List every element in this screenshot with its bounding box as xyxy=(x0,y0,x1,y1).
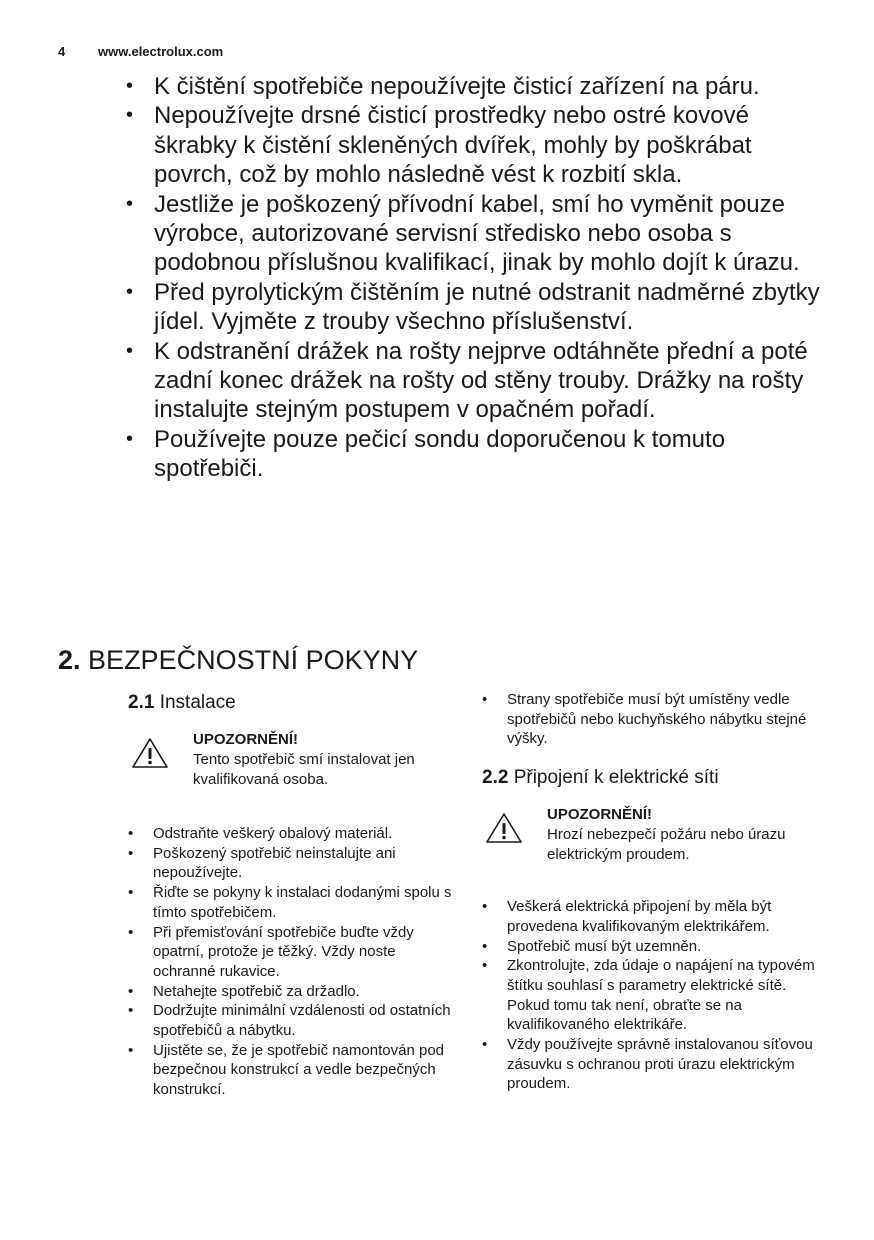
list-item: • Řiďte se pokyny k instalaci dodanými spolu s tímto spotřebičem. xyxy=(128,884,452,921)
warning-text: Tento spotřebič smí instalovat jen kvalifikovaná osoba. xyxy=(193,751,415,788)
bullet: • xyxy=(128,1002,134,1020)
installation-bullet-list xyxy=(128,824,458,1100)
list-item: • Nepoužívejte drsné čisticí prostředky nebo ostré kovové škrabky k čistění skleněných dvířek, mohly by poškrábat povrch, což by mohlo následně vést k rozbití skla. xyxy=(126,102,752,189)
list-item: • Poškozený spotřebič neinstalujte ani nepoužívejte. xyxy=(128,844,396,882)
warning-icon xyxy=(484,811,524,845)
bullet: • xyxy=(126,339,134,362)
list-item: • Ujistěte se, že je spotřebič namontován pod bezpečnou konstrukcí a vedle bezpečných konstrukcí. xyxy=(128,1041,444,1099)
list-item: • Jestliže je poškozený přívodní kabel, smí ho vyměnit pouze výrobce, autorizované servisní středisko nebo osoba s podobnou příslušnou kvalifikací, jinak by mohlo dojít k úrazu. xyxy=(126,190,800,277)
warning-box xyxy=(128,730,458,800)
bullet: • xyxy=(128,1041,134,1059)
list-item: • Zkontrolujte, zda údaje o napájení na typovém štítku souhlasí s parametry elektrické sítě. Pokud tomu tak není, obraťte se na kvalifikovaného elektrikáře. xyxy=(482,957,815,1034)
bullet: • xyxy=(126,104,134,127)
list-item: • Vždy používejte správně instalovanou síťovou zásuvku s ochranou proti úrazu elektrickým proudem. xyxy=(482,1036,813,1093)
subsection-title-electrical xyxy=(482,765,822,791)
subsection-title-installation xyxy=(128,690,458,716)
page-number: 4 xyxy=(58,44,66,59)
bullet: • xyxy=(128,982,134,1000)
warning-title: UPOZORNĚNÍ! xyxy=(193,731,298,748)
bullet: • xyxy=(128,923,134,941)
list-item: • Před pyrolytickým čištěním je nutné odstranit nadměrné zbytky jídel. Vyjměte z trouby všechno příslušenství. xyxy=(126,278,820,336)
section-title-text: BEZPEČNOSTNÍ POKYNY xyxy=(88,645,419,675)
list-item: • Veškerá elektrická připojení by měla být provedena kvalifikovaným elektrikářem. xyxy=(482,898,772,935)
list-item: • Dodržujte minimální vzdálenosti od ostatních spotřebičů a nábytku. xyxy=(128,1002,451,1040)
bullet: • xyxy=(126,192,134,215)
bullet: • xyxy=(482,691,488,708)
bullet: • xyxy=(126,280,134,303)
subsection-title-text: Instalace xyxy=(159,692,236,713)
left-column xyxy=(128,690,458,1100)
warning-title: UPOZORNĚNÍ! xyxy=(547,806,652,824)
placement-bullet-list xyxy=(482,690,822,749)
bullet: • xyxy=(482,898,488,916)
bullet: • xyxy=(482,1036,488,1054)
bullet: • xyxy=(126,75,134,97)
list-item: • Odstraňte veškerý obalový materiál. xyxy=(128,825,393,842)
list-item: • K odstranění drážek na rošty nejprve odtáhněte přední a poté zadní konec drážek na rošty od stěny trouby. Drážky na rošty instalujte stejným postupem v opačném pořadí. xyxy=(126,337,808,424)
warning-box xyxy=(482,805,822,875)
bullet: • xyxy=(128,825,134,842)
subsection-number: 2.2 xyxy=(482,767,509,789)
bullet: • xyxy=(128,844,134,862)
warning-text: Hrozí nebezpečí požáru nebo úrazu elektrickým proudem. xyxy=(547,826,786,864)
subsection-number: 2.1 xyxy=(128,692,155,713)
bullet: • xyxy=(482,957,488,975)
top-bullet-list xyxy=(126,72,826,484)
list-item: • Používejte pouze pečicí sondu doporučenou k tomuto spotřebiči. xyxy=(126,425,726,483)
section-number: 2. xyxy=(58,645,81,675)
right-column xyxy=(482,690,822,1094)
warning-icon xyxy=(130,736,170,770)
subsection-title-text: Připojení k elektrické síti xyxy=(513,767,719,789)
electrical-bullet-list xyxy=(482,897,822,1094)
list-item: • Strany spotřebiče musí být umístěny vedle spotřebičů nebo kuchyňského nábytku stejné výšky. xyxy=(482,691,807,748)
header-url: www.electrolux.com xyxy=(98,44,224,59)
section-title xyxy=(58,643,418,677)
bullet: • xyxy=(126,427,134,450)
bullet: • xyxy=(482,937,488,955)
list-item: • Při přemisťování spotřebiče buďte vždy opatrní, protože je těžký. Vždy noste ochranné rukavice. xyxy=(128,923,414,980)
bullet: • xyxy=(128,884,134,902)
list-item: • Netahejte spotřebič za držadlo. xyxy=(128,982,360,1000)
page-header xyxy=(58,44,223,59)
list-item: • Spotřebič musí být uzemněn. xyxy=(482,937,702,955)
list-item: • K čištění spotřebiče nepoužívejte čisticí zařízení na páru. xyxy=(126,73,760,100)
